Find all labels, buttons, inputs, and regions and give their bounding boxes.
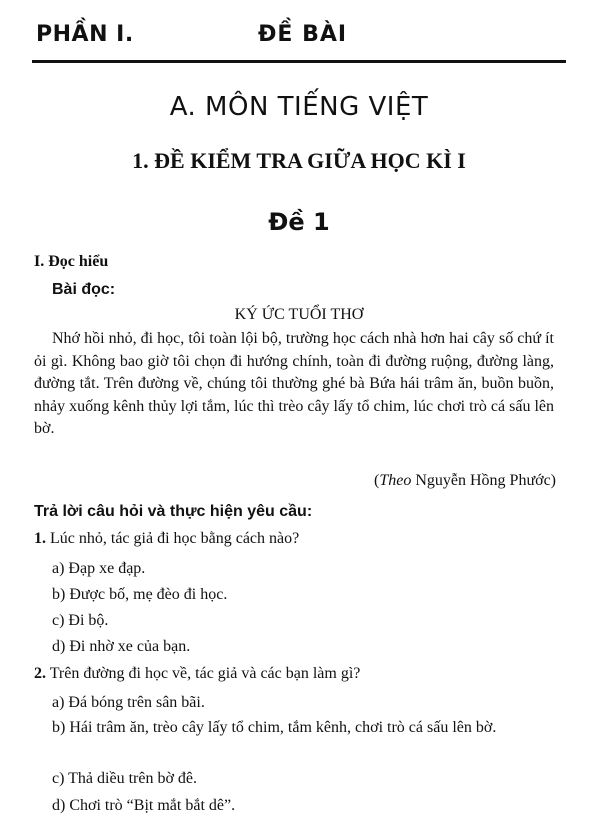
- question-number: 2.: [34, 665, 46, 682]
- subject-heading: A. MÔN TIẾNG VIỆT: [169, 92, 429, 122]
- option-2a: a) Đá bóng trên sân bãi.: [52, 694, 205, 711]
- question-number: 1.: [34, 530, 46, 547]
- page-header: [0, 0, 598, 64]
- question-2: [34, 665, 360, 683]
- question-1: [34, 530, 299, 548]
- instructions: Trả lời câu hỏi và thực hiện yêu cầu:: [34, 503, 313, 520]
- exam-number: Đề 1: [268, 208, 330, 236]
- exam-title: 1. ĐỀ KIỂM TRA GIỮA HỌC KÌ I: [132, 148, 466, 173]
- option-2d: d) Chơi trò “Bịt mắt bắt dê”.: [52, 797, 236, 814]
- story-title: KÝ ỨC TUỔI THƠ: [234, 306, 364, 323]
- option-1a: a) Đạp xe đạp.: [52, 560, 146, 577]
- option-2c: c) Thả diều trên bờ đê.: [52, 770, 197, 787]
- source-author: Nguyễn Hồng Phước: [415, 472, 551, 489]
- option-1c: c) Đi bộ.: [52, 612, 109, 629]
- story-source: (Theo Nguyễn Hồng Phước): [374, 472, 556, 489]
- question-text: Lúc nhỏ, tác giả đi học bằng cách nào?: [50, 530, 300, 547]
- header-title: ĐỀ BÀI: [258, 22, 348, 47]
- option-2b: b) Hái trâm ăn, trèo cây lấy tổ chim, tắm kênh, chơi trò cá sấu lên bờ.: [52, 719, 497, 736]
- header-rule: [32, 60, 566, 63]
- question-text: Trên đường đi học về, tác giả và các bạn làm gì?: [49, 665, 361, 682]
- source-prefix: Theo: [379, 472, 412, 489]
- part-label: PHẦN I.: [36, 22, 134, 47]
- option-1b: b) Được bố, mẹ đèo đi học.: [52, 586, 228, 603]
- reading-label: Bài đọc:: [52, 281, 116, 298]
- section-reading: I. Đọc hiểu: [34, 253, 109, 270]
- option-1d: d) Đi nhờ xe của bạn.: [52, 638, 191, 655]
- story-passage: Nhớ hồi nhỏ, đi học, tôi toàn lội bộ, trường học cách nhà hơn hai cây số chứ ít ỏi gì. Không bao giờ tôi chọn đi hướng chính, toàn đi đường ruộng, đường làng, đường tắt. Trên đường về, chúng tôi thường ghé bà Bứa hái trâm ăn, buồn buồn, nhảy xuống kênh thủy lợi tắm, lúc thì trèo cây lấy tổ chim, lúc chơi trò cá sấu lên bờ.: [34, 330, 554, 438]
